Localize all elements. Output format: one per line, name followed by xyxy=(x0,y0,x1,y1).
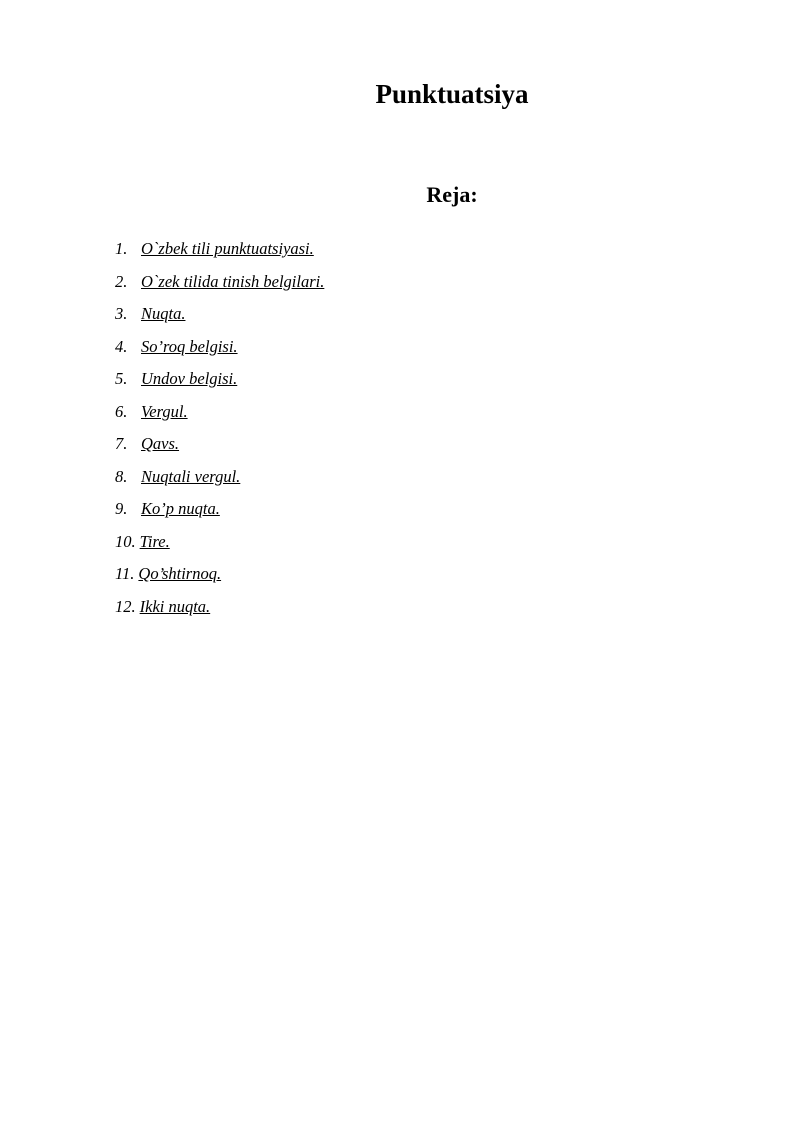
plan-item xyxy=(115,366,324,399)
plan-item xyxy=(115,431,324,464)
plan-item-text: Nuqtali vergul. xyxy=(141,466,241,486)
plan-item-number: 3. xyxy=(115,304,128,323)
plan-item-number: 7. xyxy=(115,434,128,453)
plan-item-number: 5. xyxy=(115,369,128,388)
plan-item-text: Ikki nuqta. xyxy=(139,596,211,616)
plan-heading: Reja: xyxy=(426,182,478,207)
plan-item-text: Qavs. xyxy=(141,434,180,453)
plan-item xyxy=(115,529,324,562)
plan-item xyxy=(115,236,324,269)
plan-item-text: Vergul. xyxy=(141,401,188,421)
plan-item-text: Qo’shtirnoq. xyxy=(138,564,222,583)
plan-item xyxy=(115,334,324,367)
plan-item-number: 9. xyxy=(115,499,128,518)
plan-item xyxy=(115,561,324,594)
plan-item-text: Nuqta. xyxy=(141,304,186,323)
plan-item-number: 2. xyxy=(115,271,128,291)
plan-item xyxy=(115,594,324,627)
plan-item-number: 6. xyxy=(115,401,128,421)
plan-item-text: Ko’p nuqta. xyxy=(141,499,220,518)
plan-item-number: 8. xyxy=(115,466,128,486)
plan-item xyxy=(115,464,324,497)
plan-item-text: Undov belgisi. xyxy=(141,369,238,388)
plan-item-number: 12. xyxy=(115,596,136,616)
plan-item-number: 1. xyxy=(115,239,128,258)
plan-item-text: O`zek tilida tinish belgilari. xyxy=(141,271,325,291)
plan-item-text: Tire. xyxy=(139,531,170,551)
page-title: Punktuatsiya xyxy=(375,79,529,109)
plan-item-text: So’roq belgisi. xyxy=(141,336,238,356)
plan-item-text: O`zbek tili punktuatsiyasi. xyxy=(141,239,314,258)
plan-item-number: 4. xyxy=(115,336,128,356)
plan-item xyxy=(115,496,324,529)
plan-item xyxy=(115,399,324,432)
plan-item xyxy=(115,269,324,302)
plan-item-number: 11. xyxy=(115,564,135,583)
plan-item xyxy=(115,301,324,334)
plan-list xyxy=(115,236,324,626)
plan-item-number: 10. xyxy=(115,531,136,551)
